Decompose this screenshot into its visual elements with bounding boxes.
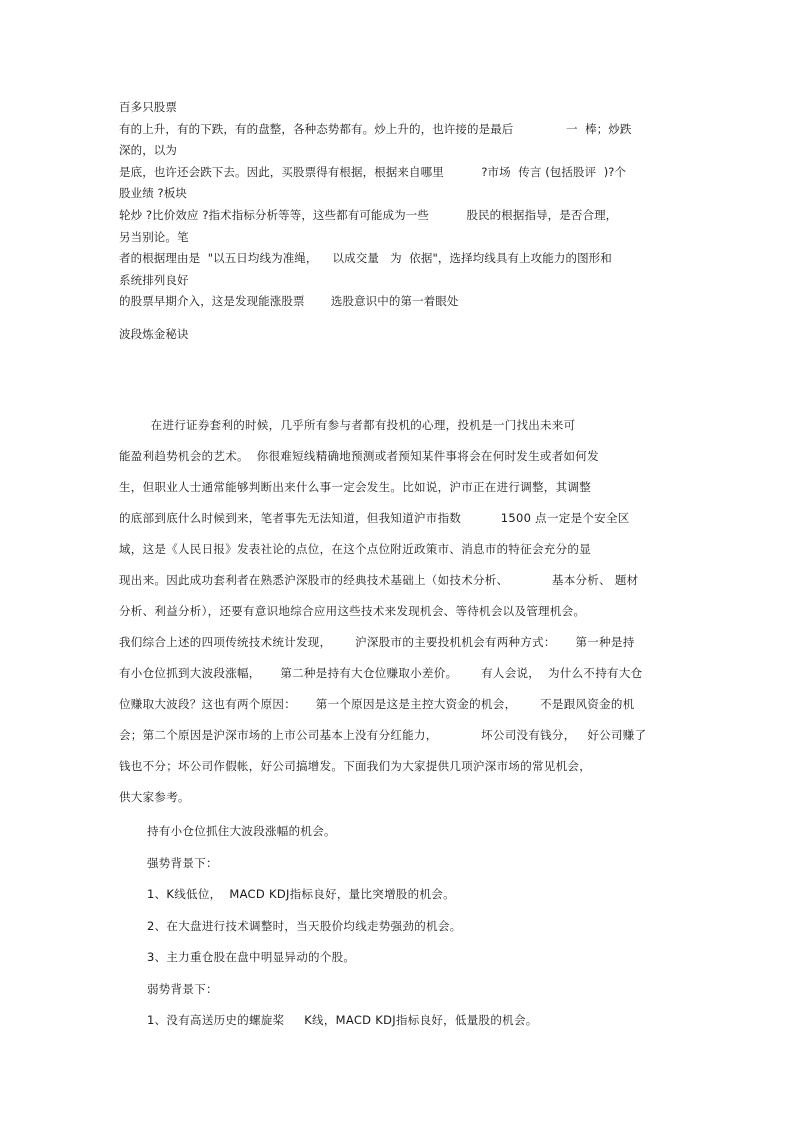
list-line: 3、主力重仓股在盘中明显异动的个股。 bbox=[147, 950, 356, 964]
text-line: 域，这是《人民日报》发表社论的点位，在这个点位附近政策市、消息市的特征会充分的显 bbox=[119, 542, 591, 556]
text-line: 分析、利益分析），还要有意识地综合应用这些技术来发现机会、等待机会以及管理机会。 bbox=[119, 604, 586, 618]
text-line: 百多只股票 bbox=[119, 100, 177, 114]
text-line: 深的，以为 bbox=[119, 143, 177, 158]
text-line: 的底部到底什么时候到来，笔者事先无法知道，但我知道沪市指数 1500 点一定是个安全区 bbox=[119, 511, 630, 525]
text-line: 有的上升，有的下跌，有的盘整，各种态势都有。炒上升的，也许接的是最后 一 棒；炒跌 bbox=[119, 121, 632, 136]
list-line: 1、没有高送历史的螺旋桨 K线，MACD KDJ指标良好，低量股的机会。 bbox=[147, 1013, 538, 1027]
text-line: 能盈利趋势机会的艺术。 你很难短线精确地预测或者预知某件事将会在何时发生或者如何发 bbox=[119, 449, 599, 463]
text-line: 供大家参考。 bbox=[119, 790, 190, 804]
text-line: 的股票早期介入，这是发现能涨股票 选股意识中的第一着眼处 bbox=[119, 294, 459, 309]
text-line: 我们综合上述的四项传统技术统计发现， 沪深股市的主要投机机会有两种方式： 第一种是持 bbox=[119, 635, 635, 649]
list-line: 持有小仓位抓住大波段涨幅的机会。 bbox=[147, 824, 336, 838]
text-line: 系统排列良好 bbox=[119, 272, 189, 287]
list-line: 弱势背景下： bbox=[147, 981, 218, 996]
text-line: 位赚取大波段？这也有两个原因： 第一个原因是这是主控大资金的机会， 不是跟风资金的机 bbox=[119, 697, 635, 711]
text-line: 轮炒 ?比价效应 ?指术指标分析等等，这些都有可能成为一些 股民的根据指导，是否合理， bbox=[119, 208, 618, 222]
text-line: 是底，也许还会跌下去。因此，买股票得有根据，根据来自哪里 ?市场 传言 (包括股评 )?个 bbox=[119, 164, 627, 179]
text-line: 另当别论。笔 bbox=[119, 229, 189, 244]
text-line: 有小仓位抓到大波段涨幅， 第二种是持有大仓位赚取小差价。 有人会说， 为什么不持有大仓 bbox=[119, 666, 643, 680]
section-title: 波段炼金秘诀 bbox=[119, 327, 189, 341]
text-line: 在进行证券套利的时候，几乎所有参与者都有投机的心理，投机是一门找出未来可 bbox=[119, 418, 576, 432]
list-line: 2、在大盘进行技术调整时，当天股价均线走势强劲的机会。 bbox=[147, 918, 462, 933]
list-line: 1、K线低位， MACD KDJ指标良好，量比突增股的机会。 bbox=[147, 887, 455, 901]
text-line: 者的根据理由是 "以五日均线为准绳， 以成交量 为 依据"，选择均线具有上攻能力的图形和 bbox=[119, 251, 612, 266]
text-line: 现出来。因此成功套利者在熟悉沪深股市的经典技术基础上（如技术分析、 基本分析、 题材 bbox=[119, 573, 639, 587]
list-line: 强势背景下： bbox=[147, 855, 218, 870]
text-line: 钱也不分；坏公司作假帐，好公司搞增发。下面我们为大家提供几项沪深市场的常见机会， bbox=[119, 759, 591, 773]
text-line: 生，但职业人士通常能够判断出来什么事一定会发生。比如说，沪市正在进行调整，其调整 bbox=[119, 480, 591, 494]
text-line: 会；第二个原因是沪深市场的上市公司基本上没有分红能力， 坏公司没有钱分， 好公司赚了 bbox=[119, 728, 647, 742]
text-line: 股业绩 ?板块 bbox=[119, 186, 187, 201]
